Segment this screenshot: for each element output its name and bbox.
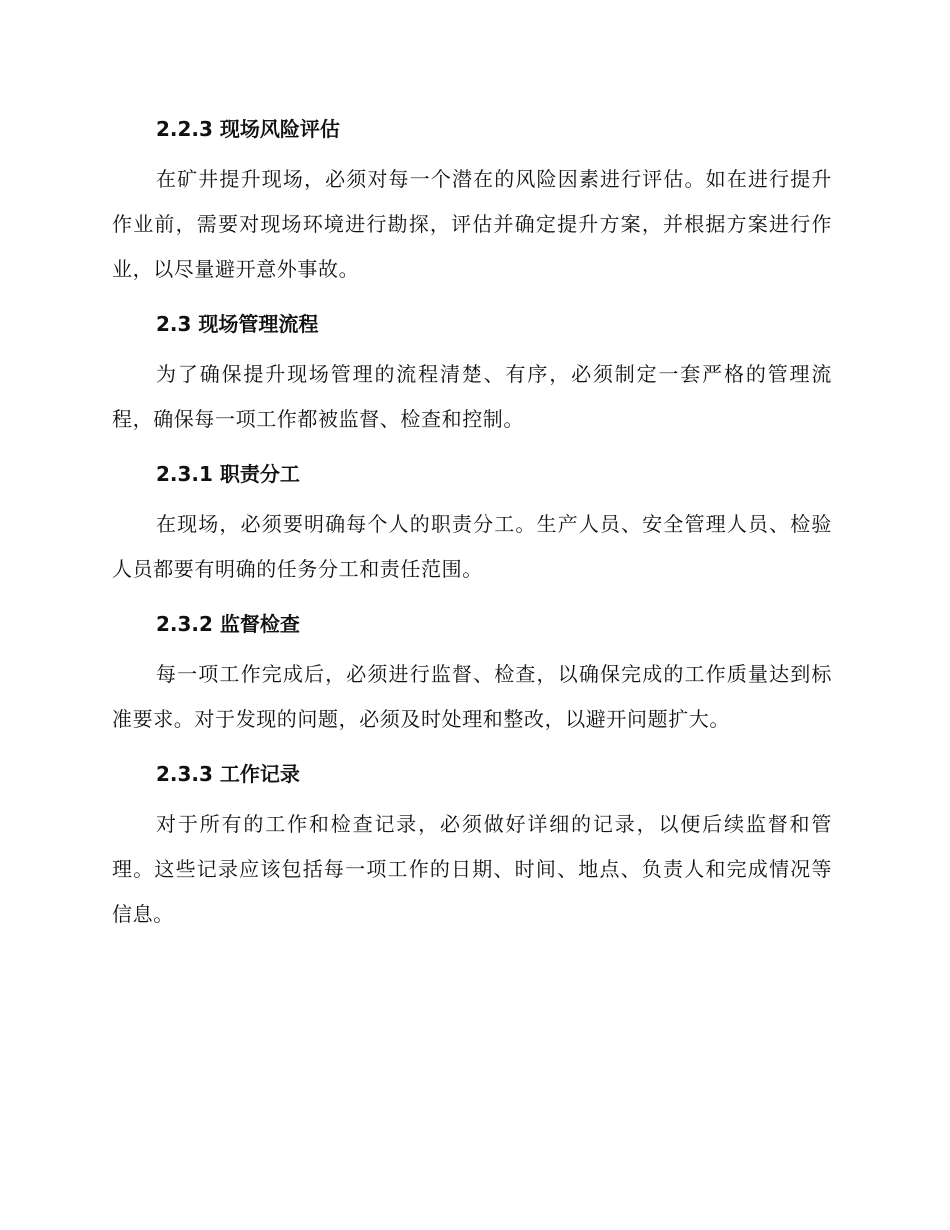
section-heading-2-3: 2.3 现场管理流程 — [156, 312, 319, 336]
document-body — [112, 112, 832, 937]
section-paragraph-2-3-2: 每一项工作完成后，必须进行监督、检查，以确保完成的工作质量达到标准要求。对于发现的问题，必须及时处理和整改，以避开问题扩大。 — [112, 662, 832, 731]
section-heading-2-3-1: 2.3.1 职责分工 — [156, 462, 300, 486]
section-heading-2-2-3: 2.2.3 现场风险评估 — [156, 117, 340, 141]
section-paragraph-2-2-3: 在矿井提升现场，必须对每一个潜在的风险因素进行评估。如在进行提升作业前，需要对现场环境进行勘探，评估并确定提升方案，并根据方案进行作业，以尽量避开意外事故。 — [112, 167, 832, 281]
section-heading-2-3-2: 2.3.2 监督检查 — [156, 612, 300, 636]
section-paragraph-2-3: 为了确保提升现场管理的流程清楚、有序，必须制定一套严格的管理流程，确保每一项工作都被监督、检查和控制。 — [112, 362, 832, 431]
section-heading-2-3-3: 2.3.3 工作记录 — [156, 762, 300, 786]
section-paragraph-2-3-3: 对于所有的工作和检查记录，必须做好详细的记录，以便后续监督和管理。这些记录应该包括每一项工作的日期、时间、地点、负责人和完成情况等信息。 — [112, 812, 832, 926]
section-paragraph-2-3-1: 在现场，必须要明确每个人的职责分工。生产人员、安全管理人员、检验人员都要有明确的任务分工和责任范围。 — [112, 512, 832, 581]
